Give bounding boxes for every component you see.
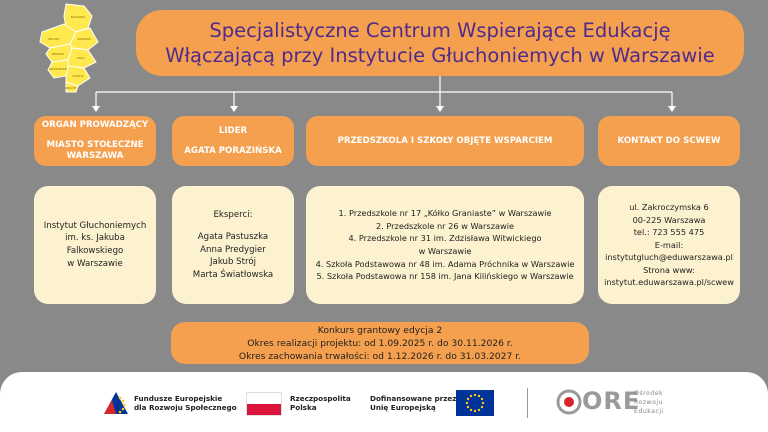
info-line: Jakub Strój (210, 257, 256, 268)
info-line: w Warszawie (67, 258, 123, 269)
info-line: Falkowskiego (66, 246, 124, 256)
info-line: Instytut Głuchoniemych (43, 220, 147, 231)
poland-flag-icon (246, 392, 282, 416)
phone: tel.: 723 555 475 (633, 227, 705, 238)
ore-label-line: Rozwoju (634, 399, 664, 406)
info-line: 1. Przedszkole nr 17 „Kółko Graniaste” w Warszawie (338, 208, 552, 219)
info-lider (172, 186, 294, 304)
info-line: Marta Światłowska (192, 269, 274, 280)
page-title (136, 10, 744, 76)
info-line: 5. Szkoła Podstawowa nr 158 im. Jana Kilińskiego w Warszawie (316, 271, 574, 282)
header-label: KONTAKT DO SCWEW (617, 135, 721, 146)
header-label: PRZEDSZKOLA I SZKOŁY OBJĘTE WSPARCIEM (337, 135, 553, 146)
district-label: WŁOCHY (65, 87, 77, 90)
ore-label (634, 389, 664, 416)
info-line: im. ks. Jakuba (65, 233, 125, 244)
info-line: 2. Przedszkole nr 26 w Warszawie (375, 220, 515, 231)
district-label: BIAŁOŁĘKA (70, 16, 86, 19)
info-line: w Warszawie (418, 246, 472, 256)
header-label: LIDER (218, 125, 248, 136)
eu-label (370, 394, 456, 412)
fe-label-line: dla Rozwoju Społecznego (134, 403, 237, 412)
fe-label-line: Fundusze Europejskie (134, 394, 223, 403)
ore-logo-text: ORE (582, 387, 641, 415)
info-line: Anna Predygier (200, 244, 266, 255)
warsaw-district-map-icon (36, 2, 110, 94)
title-line-2: Włączającą przy Instytucie Głuchoniemych w Warszawie (165, 44, 715, 67)
info-przedszkola-szkoly (306, 186, 584, 304)
email-link[interactable]: instytutgluch@eduwarszawa.pl (605, 252, 733, 263)
eu-label-line: Unię Europejską (370, 403, 436, 412)
info-line: 4. Przedszkole nr 31 im. Zdzisława Witwickiego (348, 233, 542, 244)
header-organ-prowadzacy (34, 116, 156, 166)
rp-label-line: Rzeczpospolita (290, 394, 351, 403)
fundusze-europejskie-logo-icon (102, 390, 130, 416)
info-kontakt (598, 186, 740, 304)
grant-edition: Konkurs grantowy edycja 2 (317, 324, 443, 336)
header-label: ORGAN PROWADZĄCY (41, 120, 149, 130)
address-street: ul. Zakroczymska 6 (629, 201, 709, 212)
header-przedszkola-szkoly (306, 116, 584, 166)
rp-label (290, 394, 351, 412)
website-label: Strona www: (643, 264, 695, 275)
info-heading: Eksperci: (213, 209, 253, 220)
ore-circle-icon (556, 389, 582, 415)
grant-info-banner (171, 322, 589, 364)
header-label: MIASTO STOŁECZNE (46, 140, 144, 150)
address-city: 00-225 Warszawa (632, 214, 706, 225)
title-line-1: Specjalistyczne Centrum Wspierające Edukację (209, 19, 671, 42)
header-label: WARSZAWA (66, 151, 124, 161)
header-lider (172, 116, 294, 166)
eu-flag-icon (456, 390, 494, 416)
info-line: 4. Szkoła Podstawowa nr 48 im. Adama Próchnika w Warszawie (315, 258, 575, 269)
info-organ-prowadzacy (34, 186, 156, 304)
grant-durability: Okres zachowania trwałości: od 1.12.2026 r. do 31.03.2027 r. (238, 350, 522, 362)
header-kontakt (598, 116, 740, 166)
email-label: E-mail: (654, 239, 684, 250)
footer-logos (0, 372, 768, 432)
info-line: Agata Pastuszka (197, 232, 269, 243)
district-label: OCHOTA (72, 75, 84, 78)
ore-label-line: Ośrodek (634, 390, 664, 397)
header-label: AGATA PORAZIŃSKA (184, 145, 282, 156)
district-label: ŚRÓDMIEŚCIE (49, 68, 67, 71)
district-label: ŻOLIBORZ (77, 38, 91, 41)
district-label: BEMOWO (51, 53, 65, 56)
district-label: BIELANY (48, 38, 60, 41)
grant-period: Okres realizacji projektu: od 1.09.2025 r. do 30.11.2026 r. (247, 337, 513, 349)
ore-label-line: Edukacji (634, 408, 664, 415)
website-link[interactable]: instytut.eduwarszawa.pl/scwew (604, 277, 734, 288)
rp-label-line: Polska (290, 403, 317, 412)
eu-label-line: Dofinansowane przez (370, 394, 457, 403)
district-label: WOLA (77, 57, 85, 60)
fe-label (134, 394, 237, 412)
footer-divider (527, 388, 528, 418)
